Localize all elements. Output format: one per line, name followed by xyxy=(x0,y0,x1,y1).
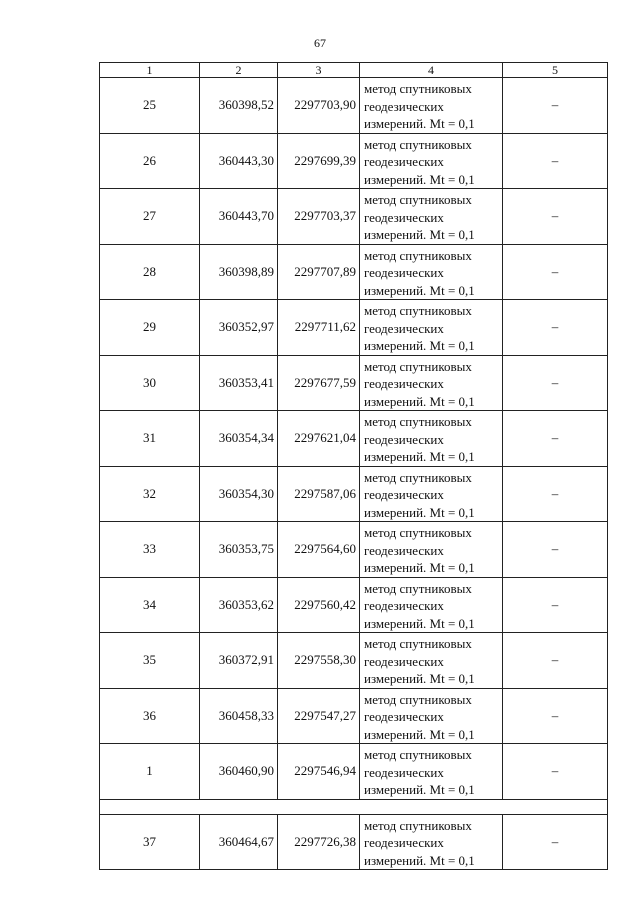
note-cell: – xyxy=(503,814,608,870)
table-row xyxy=(100,688,608,744)
method-line: метод спутниковых xyxy=(364,525,472,540)
table-row xyxy=(100,522,608,578)
point-number-cell: 37 xyxy=(100,814,200,870)
method-line: геодезических xyxy=(364,209,444,225)
x-coordinate-cell: 360460,90 xyxy=(200,744,278,800)
point-number-cell: 36 xyxy=(100,688,200,744)
method-line: измерений. Mt = 0,1 xyxy=(364,171,475,187)
method-line: измерений. Mt = 0,1 xyxy=(364,726,475,742)
method-line: метод спутниковых xyxy=(364,81,472,96)
x-coordinate-cell: 360398,52 xyxy=(200,78,278,134)
x-coordinate-cell: 360354,30 xyxy=(200,466,278,522)
method-cell xyxy=(360,466,503,522)
note-cell: – xyxy=(503,355,608,411)
y-coordinate-cell: 2297703,37 xyxy=(278,189,360,245)
method-line: измерений. Mt = 0,1 xyxy=(364,227,475,242)
table-row xyxy=(100,244,608,300)
method-line: геодезических xyxy=(364,764,444,780)
method-line: измерений. Mt = 0,1 xyxy=(364,504,475,520)
y-coordinate-cell: 2297703,90 xyxy=(278,78,360,134)
y-coordinate-cell: 2297726,38 xyxy=(278,814,360,870)
x-coordinate-cell: 360353,62 xyxy=(200,577,278,633)
method-line: метод спутниковых xyxy=(364,636,472,651)
method-line: измерений. Mt = 0,1 xyxy=(364,449,475,464)
y-coordinate-cell: 2297587,06 xyxy=(278,466,360,522)
column-header-2: 2 xyxy=(200,63,278,78)
method-line: метод спутниковых xyxy=(364,414,472,429)
x-coordinate-cell: 360353,41 xyxy=(200,355,278,411)
method-cell xyxy=(360,522,503,578)
point-number-cell: 34 xyxy=(100,577,200,633)
method-line: геодезических xyxy=(364,598,444,613)
note-cell: – xyxy=(503,78,608,134)
table-row xyxy=(100,133,608,189)
method-cell xyxy=(360,189,503,245)
method-line: измерений. Mt = 0,1 xyxy=(364,282,475,298)
y-coordinate-cell: 2297546,94 xyxy=(278,744,360,800)
y-coordinate-cell: 2297677,59 xyxy=(278,355,360,411)
method-line: геодезических xyxy=(364,835,444,850)
table-row xyxy=(100,411,608,467)
method-line: геодезических xyxy=(364,653,444,669)
method-line: метод спутниковых xyxy=(364,192,472,207)
note-cell: – xyxy=(503,633,608,689)
method-cell xyxy=(360,133,503,189)
table-row xyxy=(100,814,608,870)
point-number-cell: 31 xyxy=(100,411,200,467)
point-number-cell: 30 xyxy=(100,355,200,411)
point-number-cell: 32 xyxy=(100,466,200,522)
column-header-4: 4 xyxy=(360,63,503,78)
method-cell xyxy=(360,355,503,411)
method-line: геодезических xyxy=(364,265,444,280)
x-coordinate-cell: 360372,91 xyxy=(200,633,278,689)
method-line: измерений. Mt = 0,1 xyxy=(364,615,475,631)
method-line: метод спутниковых xyxy=(364,303,472,318)
x-coordinate-cell: 360443,70 xyxy=(200,189,278,245)
method-line: метод спутниковых xyxy=(364,580,472,596)
point-number-cell: 26 xyxy=(100,133,200,189)
method-line: геодезических xyxy=(364,431,444,447)
column-header-5: 5 xyxy=(503,63,608,78)
method-cell xyxy=(360,633,503,689)
method-cell xyxy=(360,814,503,870)
y-coordinate-cell: 2297707,89 xyxy=(278,244,360,300)
point-number-cell: 29 xyxy=(100,300,200,356)
note-cell: – xyxy=(503,688,608,744)
method-line: геодезических xyxy=(364,487,444,502)
point-number-cell: 25 xyxy=(100,78,200,134)
method-line: геодезических xyxy=(364,542,444,558)
method-cell xyxy=(360,411,503,467)
method-cell xyxy=(360,244,503,300)
x-coordinate-cell: 360458,33 xyxy=(200,688,278,744)
x-coordinate-cell: 360354,34 xyxy=(200,411,278,467)
method-line: геодезических xyxy=(364,154,444,169)
method-line: геодезических xyxy=(364,709,444,724)
table-row xyxy=(100,633,608,689)
y-coordinate-cell: 2297711,62 xyxy=(278,300,360,356)
separator-cell xyxy=(100,799,608,814)
method-line: измерений. Mt = 0,1 xyxy=(364,671,475,686)
y-coordinate-cell: 2297560,42 xyxy=(278,577,360,633)
x-coordinate-cell: 360352,97 xyxy=(200,300,278,356)
note-cell: – xyxy=(503,522,608,578)
x-coordinate-cell: 360464,67 xyxy=(200,814,278,870)
method-line: метод спутниковых xyxy=(364,358,472,374)
method-line: метод спутниковых xyxy=(364,136,472,152)
method-line: измерений. Mt = 0,1 xyxy=(364,852,475,868)
column-header-3: 3 xyxy=(278,63,360,78)
table-header-row xyxy=(100,63,608,78)
method-line: измерений. Mt = 0,1 xyxy=(364,782,475,797)
table-row xyxy=(100,189,608,245)
table-row xyxy=(100,78,608,134)
x-coordinate-cell: 360443,30 xyxy=(200,133,278,189)
method-line: измерений. Mt = 0,1 xyxy=(364,338,475,353)
point-number-cell: 1 xyxy=(100,744,200,800)
y-coordinate-cell: 2297564,60 xyxy=(278,522,360,578)
y-coordinate-cell: 2297558,30 xyxy=(278,633,360,689)
method-cell xyxy=(360,300,503,356)
point-number-cell: 33 xyxy=(100,522,200,578)
column-header-1: 1 xyxy=(100,63,200,78)
point-number-cell: 27 xyxy=(100,189,200,245)
x-coordinate-cell: 360353,75 xyxy=(200,522,278,578)
note-cell: – xyxy=(503,577,608,633)
method-line: измерений. Mt = 0,1 xyxy=(364,393,475,409)
method-line: геодезических xyxy=(364,376,444,391)
method-cell xyxy=(360,577,503,633)
note-cell: – xyxy=(503,189,608,245)
method-line: геодезических xyxy=(364,320,444,336)
page-number: 67 xyxy=(314,36,326,50)
method-line: измерений. Mt = 0,1 xyxy=(364,560,475,575)
y-coordinate-cell: 2297621,04 xyxy=(278,411,360,467)
method-line: метод спутниковых xyxy=(364,247,472,263)
point-number-cell: 28 xyxy=(100,244,200,300)
method-line: метод спутниковых xyxy=(364,817,472,833)
section-separator-row xyxy=(100,799,608,814)
method-line: метод спутниковых xyxy=(364,747,472,762)
note-cell: – xyxy=(503,411,608,467)
table-row xyxy=(100,355,608,411)
x-coordinate-cell: 360398,89 xyxy=(200,244,278,300)
method-cell xyxy=(360,744,503,800)
table-row xyxy=(100,577,608,633)
method-line: измерений. Mt = 0,1 xyxy=(364,116,475,131)
method-line: геодезических xyxy=(364,98,444,114)
method-line: метод спутниковых xyxy=(364,469,472,485)
note-cell: – xyxy=(503,300,608,356)
note-cell: – xyxy=(503,466,608,522)
method-line: метод спутниковых xyxy=(364,691,472,707)
note-cell: – xyxy=(503,744,608,800)
coordinates-table xyxy=(99,62,608,870)
table-row xyxy=(100,300,608,356)
y-coordinate-cell: 2297699,39 xyxy=(278,133,360,189)
point-number-cell: 35 xyxy=(100,633,200,689)
method-cell xyxy=(360,688,503,744)
note-cell: – xyxy=(503,244,608,300)
method-cell xyxy=(360,78,503,134)
y-coordinate-cell: 2297547,27 xyxy=(278,688,360,744)
table-row xyxy=(100,744,608,800)
note-cell: – xyxy=(503,133,608,189)
table-row xyxy=(100,466,608,522)
